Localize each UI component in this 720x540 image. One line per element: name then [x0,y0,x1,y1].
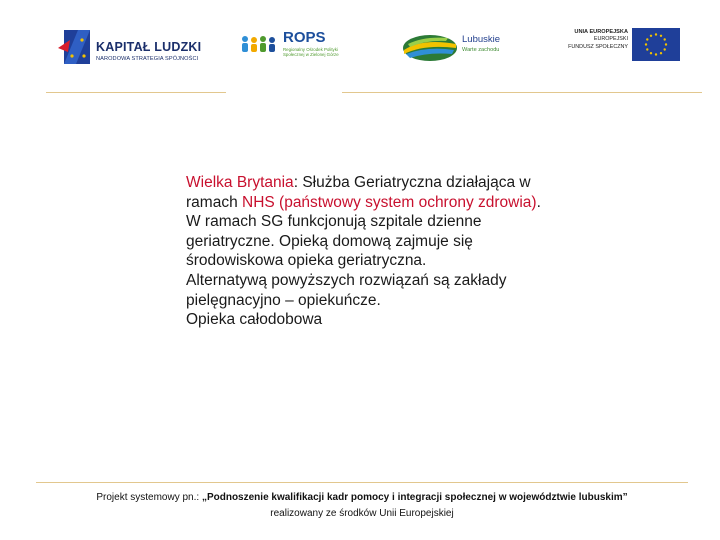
footer-line-2: realizowany ze środków Unii Europejskiej [270,508,454,519]
lubuskie-title: Lubuskie [462,34,501,45]
eu-line3: FUNDUSZ SPOŁECZNY [568,44,628,50]
rops-subtitle: Regionalny Ośrodek Polityki Społecznej w Zielonej Górze [283,47,339,58]
footer [36,490,688,522]
kapital-ludzki-logo [58,26,208,68]
eu-line2: EUROPEJSKI [593,36,628,42]
body-text-b: . W ramach SG funkcjonują szpitale dzienne geriatryczne. Opieką domową zajmuje się środowiskowa opieka geriatryczna. [186,193,541,270]
header-rule-right [342,92,702,93]
eu-flag-icon [632,28,680,61]
rops-title: ROPS [283,29,326,46]
country-separator: : [293,174,303,191]
rops-logo [240,28,340,68]
lubuskie-logo [402,30,512,66]
nhs-term: NHS (państwowy system ochrony zdrowia) [242,193,537,211]
lubuskie-slogan: Warte zachodu [462,47,500,53]
country-name: Wielka Brytania [186,174,294,191]
eu-text [548,29,628,51]
kapital-ludzki-title: KAPITAŁ LUDZKI [96,40,202,54]
body-paragraph-1 [186,173,546,271]
body-text-a: Służba Geriatryczna działająca w ramach [186,174,531,211]
lubuskie-landscape-icon [402,32,458,62]
footer-project-title: „Podnoszenie kwalifikacji kadr pomocy i integracji społecznej w województwie lubuskim” [201,492,628,503]
footer-rule [36,482,688,483]
header-rule-left [46,92,226,93]
footer-line-1 [36,490,688,506]
rops-people-icon [240,34,278,54]
body-paragraph-2: Alternatywą powyższych rozwiązań są zakłady pielęgnacyjno – opiekuńcze. [186,271,507,309]
footer-prefix: Projekt systemowy pn.: [96,492,202,503]
slide-body-text [186,173,546,330]
eu-logo [560,28,682,64]
kapital-ludzki-emblem-icon [58,26,92,66]
eu-title: UNIA EUROPEJSKA [574,29,628,35]
body-paragraph-3: Opieka całodobowa [186,311,323,329]
kapital-ludzki-subtitle: NARODOWA STRATEGIA SPÓJNOŚCI [96,56,199,62]
